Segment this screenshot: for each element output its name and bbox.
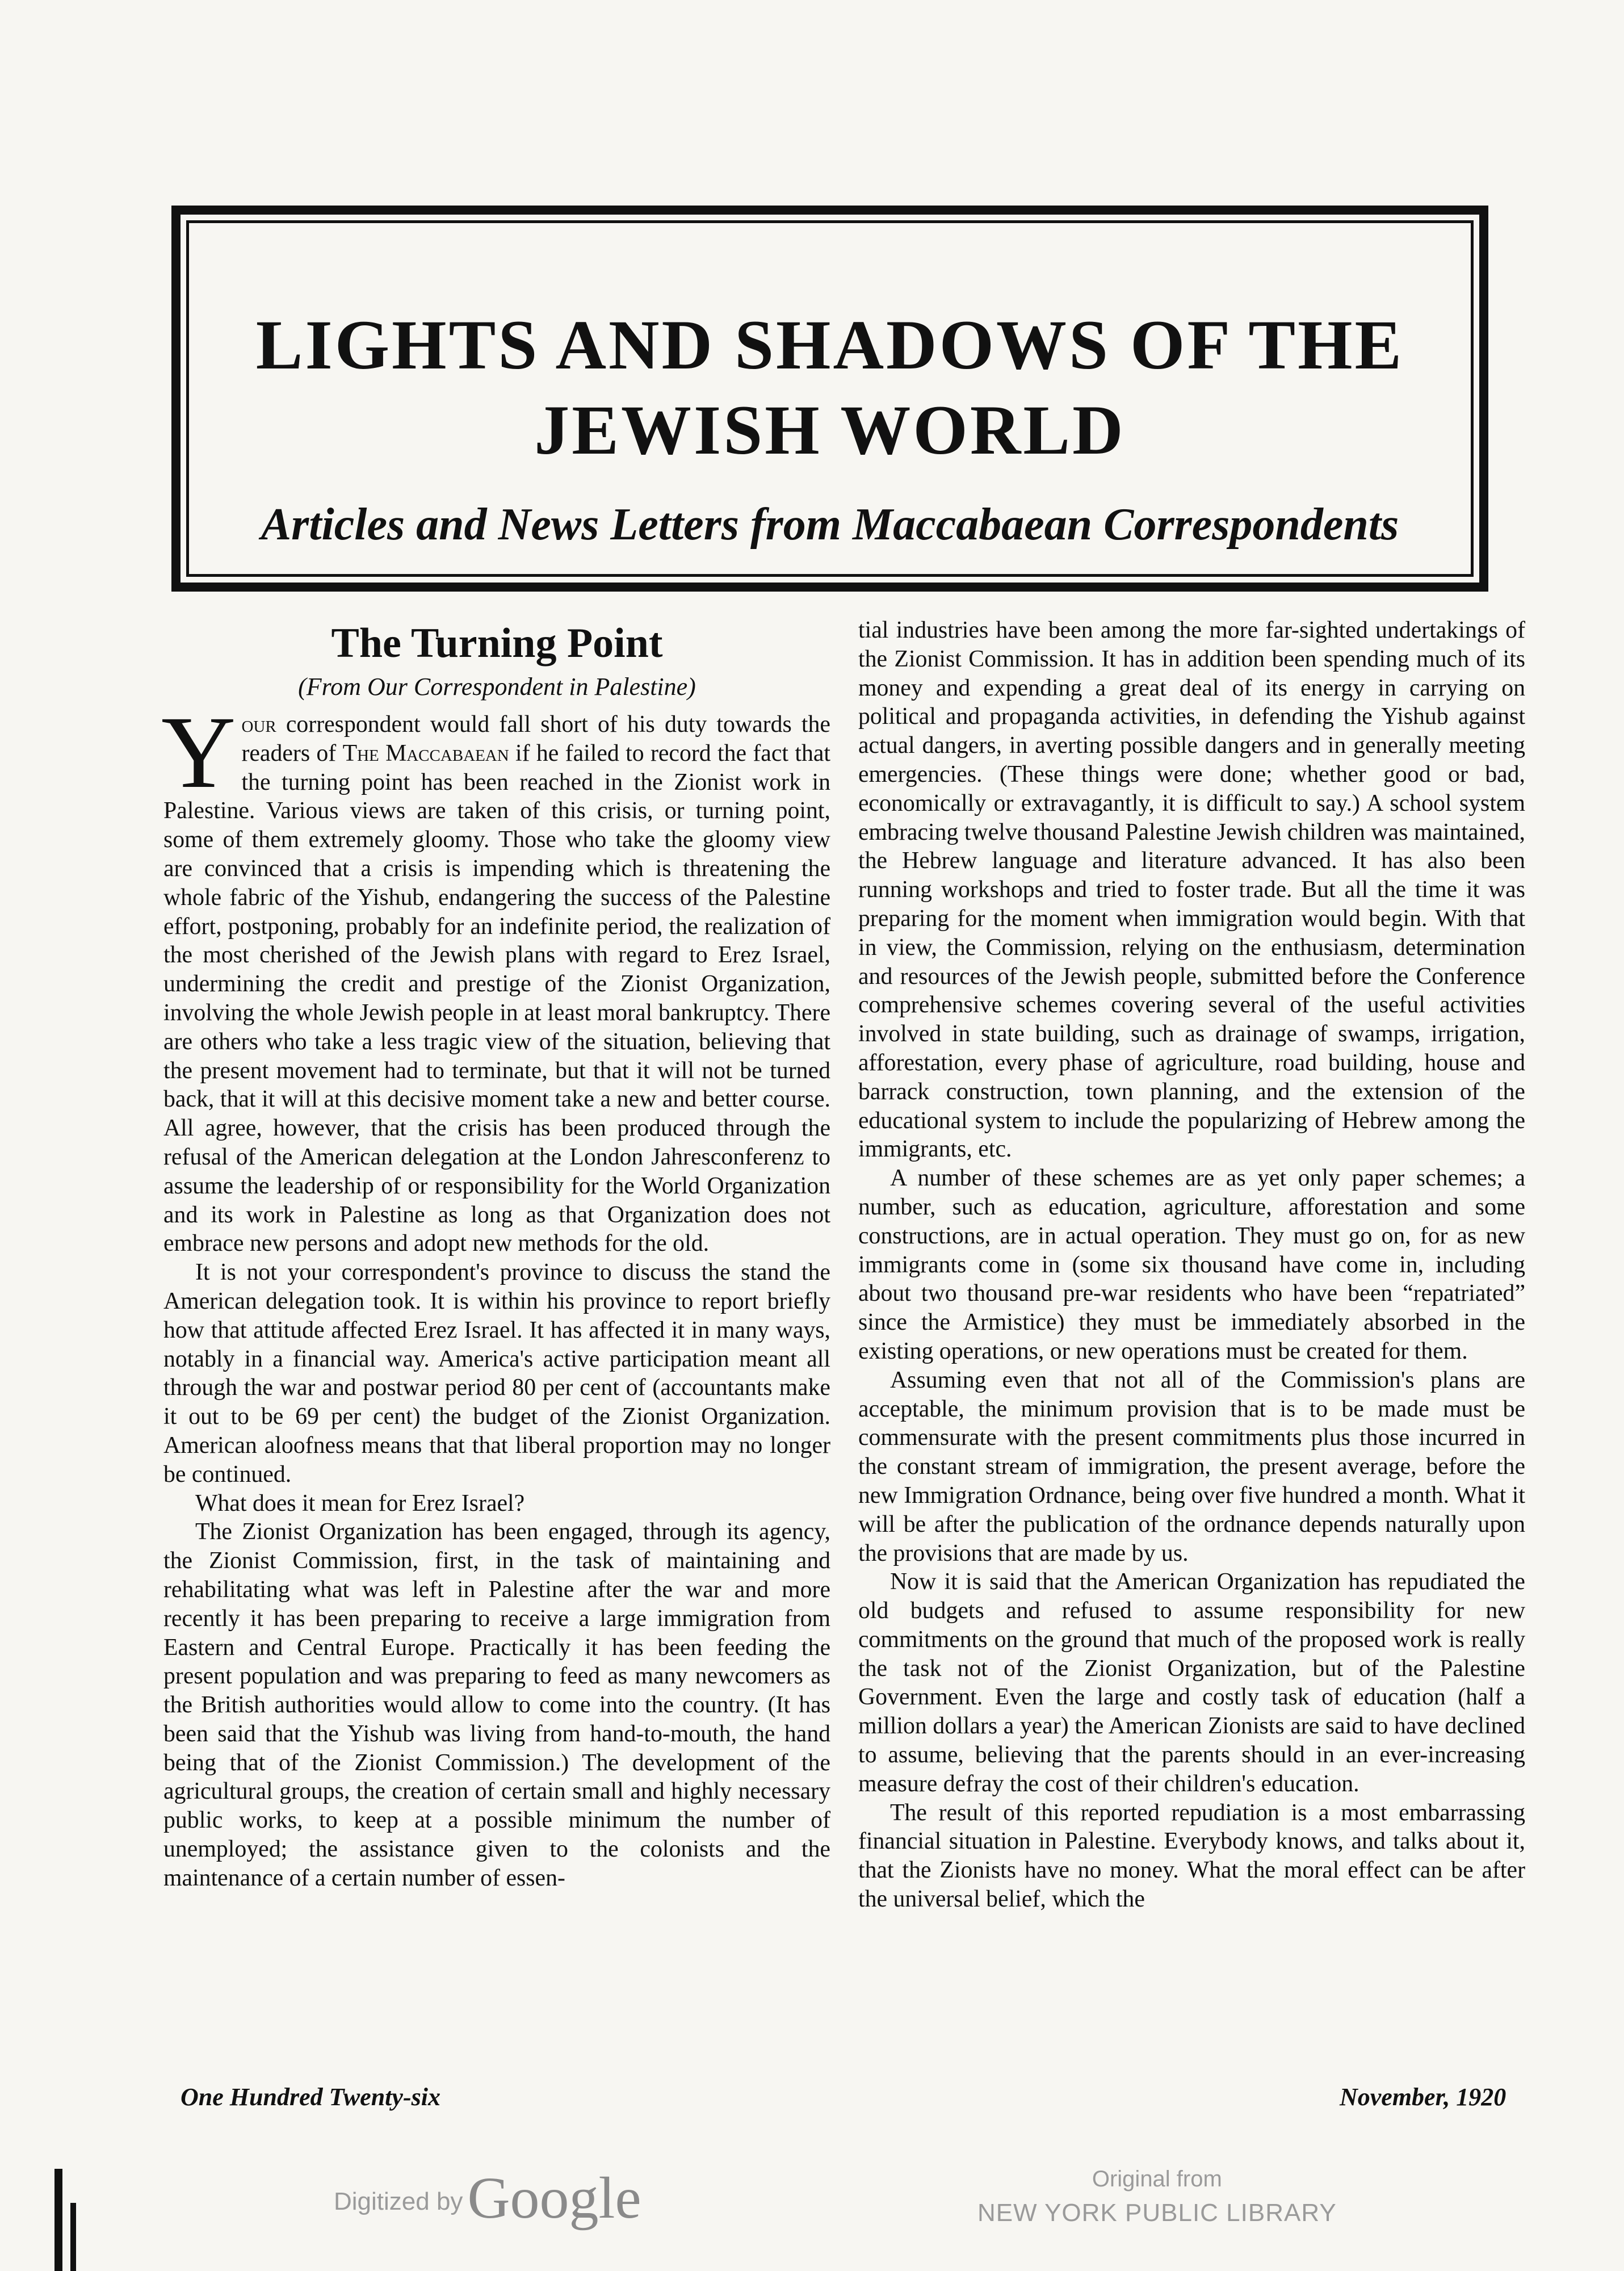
paragraph-8: Now it is said that the American Organization has repudiated the old budgets and refused to assume responsibility for new commitments on the ground that much of the proposed work is really the task not of the Zionist Organization, but of the Palestine Government. Even the large and costly task of education (half a million dollars a year) the American Zionists are said to have declined to assume, believing that the parents should in an ever-increasing measure defray the cost of their children's education. <box>858 1569 1525 1797</box>
right-column <box>858 616 1525 1914</box>
paragraph-1 <box>161 695 831 1258</box>
section-title-line1: LIGHTS AND SHADOWS OF THE <box>255 306 1404 384</box>
left-column <box>163 616 830 1893</box>
drop-cap: Y <box>161 695 236 810</box>
library-name: NEW YORK PUBLIC LIBRARY <box>977 2199 1337 2227</box>
paragraph-4: The Zionist Organization has been engaged, through its agency, the Zionist Commission, first, in the task of maintaining and rehabilitating what was left in Palestine after the war and more recently it has been preparing to receive a large immigration from Eastern and Central Europe. Practically it has been feeding the present population and was preparing to feed as many newcomers as the British authorities would allow to come into the country. (It has been said that the Yishub was living from hand-to-mouth, the hand being that of the Zionist Commission.) The development of the agricultural groups, the creation of certain small and highly necessary public works, to keep at a possible minimum the number of unemployed; the assistance given to the colonists and the maintenance of a certain number of essen- <box>163 1519 830 1891</box>
section-title <box>189 303 1471 473</box>
original-from-text: Original from <box>1092 2167 1222 2192</box>
article-title: The Turning Point <box>331 620 663 667</box>
first-word: our <box>241 711 276 738</box>
paragraph-1-text-a: correspondent would fall short of his duty towards the readers of <box>241 711 830 766</box>
paragraph-6: A number of these schemes are as yet only paper schemes; a number, such as education, agriculture, afforestation and some constructions, are in actual operation. They must go on, for as new immigrants come in (some six thousand have come in, including about two thousand pre-war residents who have been “repatriated” since the Armistice) they must be immediately absorbed in the existing operations, or new operations must be created for them. <box>858 1165 1525 1364</box>
section-title-line2: JEWISH WORLD <box>534 391 1126 469</box>
banner-inner-frame <box>186 220 1474 577</box>
scan-edge-mark <box>54 2169 62 2271</box>
issue-date: November, 1920 <box>1340 2083 1506 2111</box>
paragraph-9: The result of this reported repudiation is a most embarrassing financial situation in Palestine. Everybody knows, and talks about it, that the Zionists have no money. What the moral effect can be after the universal belief, which the <box>858 1799 1525 1913</box>
section-banner <box>171 206 1488 592</box>
paragraph-5: tial industries have been among the more far-sighted undertakings of the Zionist Commission. It has in addition been spending much of its money and expending a great deal of its energy in carrying on political and propaganda activities, in defending the Yishub against actual dangers, in averting possible dangers and in generally meeting emergencies. (These things were done; whether good or bad, economically or extravagantly, it is difficult to say.) A school system embracing twelve thousand Palestine Jewish children was maintained, the Hebrew language and literature advanced. It has also been running workshops and tried to foster trade. But all the time it was preparing for the moment when immigration would begin. With that in view, the Commission, relying on the enthusiasm, determination and resources of the Jewish people, submitted before the Conference comprehensive schemes covering several of the useful activities involved in state building, such as drainage of swamps, irrigation, afforestation, every phase of agriculture, road building, house and barrack construction, town planning, and the extension of the educational system to include the popularizing of Hebrew among the immigrants, etc. <box>858 617 1525 1163</box>
library-watermark <box>977 2162 1337 2230</box>
page-number-label: One Hundred Twenty-six <box>181 2083 440 2111</box>
digitized-by-text: Digitized by <box>334 2188 463 2215</box>
magazine-name: The Maccabaean <box>342 740 509 766</box>
paragraph-7: Assuming even that not all of the Commission's plans are acceptable, the minimum provision that is to be made must be commensurate with the present commitments plus those incurred in the constant stream of immigration, the present average, before the new Immigration Ordnance, being over five hundred a month. What it will be after the publication of the ordnance depends naturally upon the provisions that are made by us. <box>858 1367 1525 1566</box>
digitized-by-watermark <box>334 2164 641 2232</box>
google-logo: Google <box>467 2165 641 2231</box>
section-subtitle: Articles and News Letters from Maccabaean Correspondents <box>261 500 1399 550</box>
paragraph-2: It is not your correspondent's province to discuss the stand the American delegation took. It is within his province to report briefly how that attitude affected Erez Israel. It has affected it in many ways, notably in a financial way. America's active participation meant all through the war and postwar period 80 per cent of (accountants make it out to be 69 per cent) the budget of the Zionist Organization. American aloofness means that that liberal proportion may no longer be continued. <box>163 1259 830 1488</box>
scan-edge-mark <box>70 2203 76 2271</box>
paragraph-1-text-b: if he failed to record the fact that the turning point has been reached in the Zionist work in Palestine. Various views are taken of this crisis, or turning point, some of them extremely gloomy. Those who take the gloomy view are convinced that a crisis is impending which is threatening the whole fabric of the Yishub, endangering the success of the Palestine effort, postponing, probably for an indefinite period, the realization of the most cherished of the Jewish plans with regard to Erez Israel, undermining the credit and prestige of the Zionist Organization, involving the whole Jewish people in at least moral bankruptcy. There are others who take a less tragic view of the situation, believing that the present movement had to terminate, but that it will not be turned back, that it will at this decisive moment take a new and better course. All agree, however, that the crisis has been produced through the refusal of the American delegation at the London Jahresconferenz to assume the leadership of or responsibility for the World Organization and its work in Palestine as long as that Organization does not embrace new persons and adopt new methods for the old. <box>163 740 831 1257</box>
article-byline: (From Our Correspondent in Palestine) <box>298 673 696 701</box>
paragraph-3: What does it mean for Erez Israel? <box>195 1490 525 1516</box>
